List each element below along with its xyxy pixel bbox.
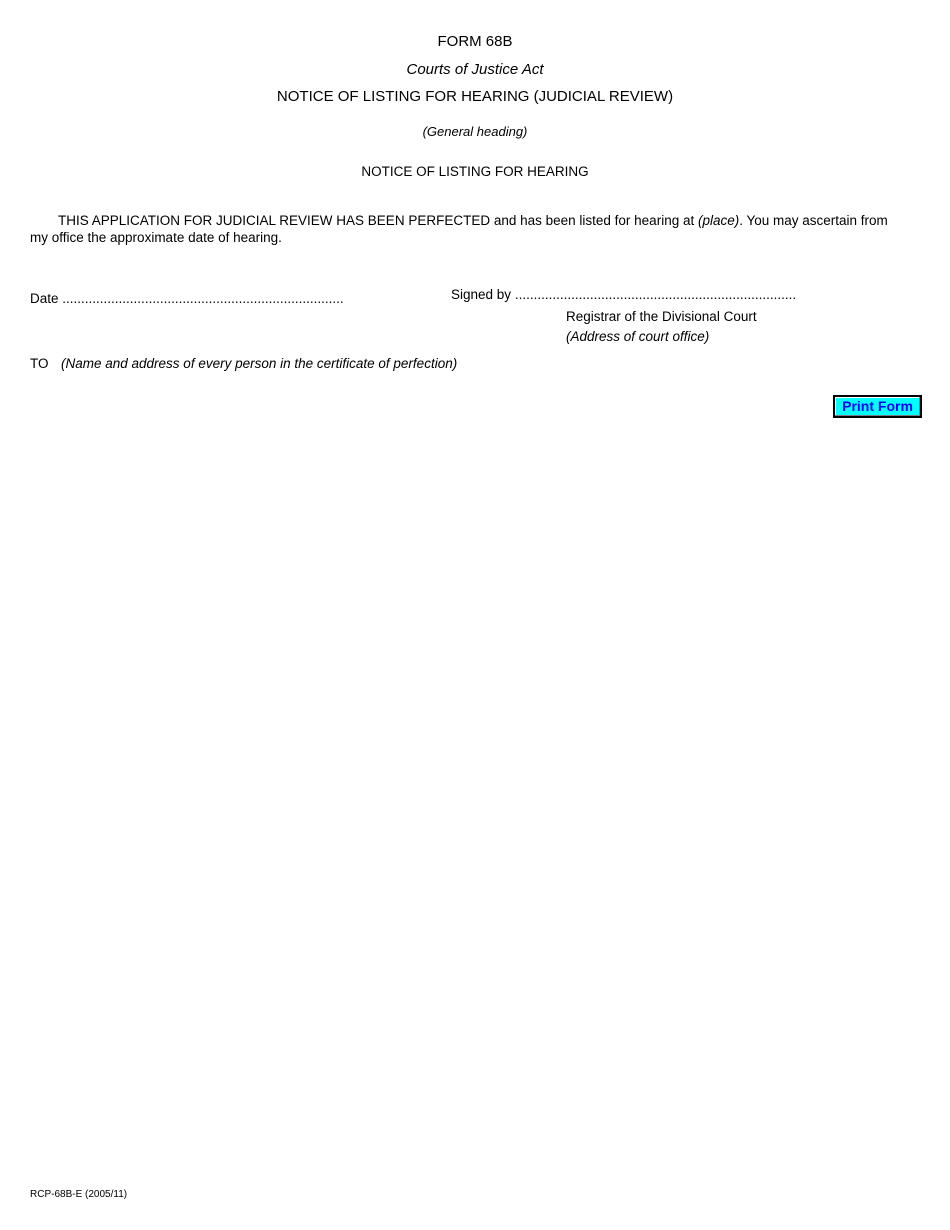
form-code: RCP-68B-E (2005/11)	[30, 1189, 128, 1200]
signed-by-label: Signed by	[451, 287, 512, 302]
print-form-button[interactable]: Print Form	[833, 395, 922, 418]
date-dots: ...........................................................................	[62, 291, 344, 306]
recipient-placeholder: (Name and address of every person in the certificate of perfection)	[61, 356, 458, 371]
paragraph-text-start: THIS APPLICATION FOR JUDICIAL REVIEW HAS BEEN PERFECTED and has been listed for hearing at	[58, 213, 698, 228]
recipient-line	[30, 356, 457, 371]
paragraph-text-end: . You may ascertain from my office the approximate date of hearing.	[30, 213, 888, 245]
place-placeholder: (place)	[697, 213, 740, 228]
signed-by-dots: ...........................................................................	[514, 287, 797, 302]
act-name: Courts of Justice Act	[406, 61, 544, 78]
date-line	[30, 291, 344, 306]
registrar-title: Registrar of the Divisional Court	[566, 309, 757, 324]
form-number: FORM 68B	[437, 33, 513, 50]
general-heading: (General heading)	[422, 124, 528, 139]
signed-by-line	[451, 287, 796, 302]
form-title: NOTICE OF LISTING FOR HEARING (JUDICIAL REVIEW)	[276, 88, 674, 105]
notice-heading: NOTICE OF LISTING FOR HEARING	[361, 164, 589, 179]
body-paragraph	[30, 212, 905, 246]
court-address-placeholder: (Address of court office)	[566, 329, 710, 344]
date-label: Date	[30, 291, 59, 306]
to-label: TO	[30, 356, 49, 371]
